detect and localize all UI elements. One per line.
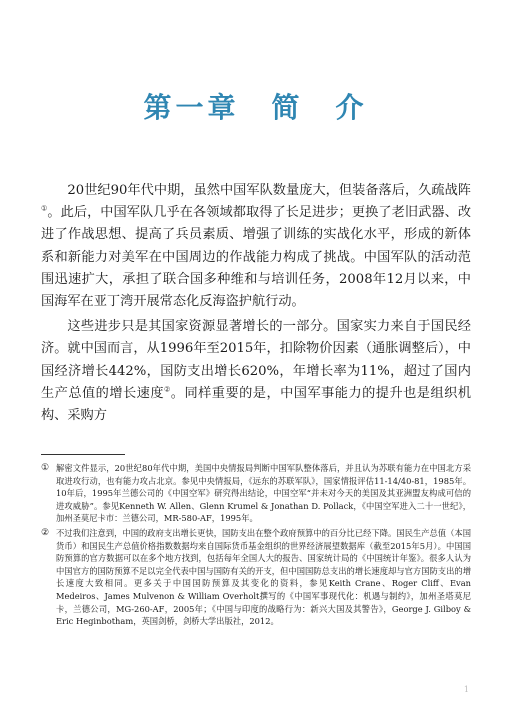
paragraph-text: 。同样重要的是，中国军事能力的提升也是组织机构、采购方	[41, 385, 472, 424]
footnote-reference[interactable]: ②	[164, 385, 171, 394]
footnote-separator	[41, 454, 125, 455]
footnote	[41, 527, 471, 628]
footnote-text: 解密文件显示，20世纪80年代中期，美国中央情报局判断中国军队整体落后，并且认为苏联有能力在中国北方采取进攻行动，也有能力攻占北京。参见中央情报局，《远东的苏联军队》，国家情报评估11-14/40-81，1985年。10年后，1995年兰德公司的《中国空军》研究得出结论，中国空军“并未对今天的美国及其亚洲盟友构成可信的进攻威胁”。参见Kenneth W. Allen、Glenn Krumel & Jonathan D. Pollack，《中国空军进入二十一世纪》，加州圣莫尼卡市：兰德公司，MR-580-AF，1995年。	[56, 463, 471, 524]
chapter-title: 第一章 简 介	[143, 91, 368, 124]
footnotes	[41, 462, 471, 630]
paragraph-text: 20世纪90年代中期，虽然中国军队数量庞大，但装备落后，久疏战阵	[67, 183, 471, 198]
footnote	[41, 462, 471, 525]
paragraph-text: 这些进步只是其国家资源显著增长的一部分。国家实力来自于国民经济。就中国而言，从1996年至2015年，扣除物价因素（通胀调整后），中国经济增长442%，国防支出增长620%，年增长率为11%，超过了国内生产总值的增长速度	[41, 319, 471, 401]
body-text	[41, 180, 471, 430]
footnote-text: 不过我们注意到，中国的政府支出增长更快，国防支出在整个政府预算中的百分比已经下降。国民生产总值（本国货币）和国民生产总值价格指数数据均来自国际货币基金组织的世界经济展望数据库（截至2015年5月）。中国国防预算的官方数据可以在多个地方找到，包括每年全国人大的报告、国家统计局的《中国统计年鉴》。很多人认为中国官方的国防预算不足以完全代表中国与国防有关的开支，但中国国防总支出的增长速度却与官方国防支出的增长速度大致相同。更多关于中国国防预算及其变化的资料，参见Keith Crane、Roger Cliff、Evan Medeiros、James Mulvenon & William Overholt撰写的《中国军事现代化：机遇与制约》，加州圣塔莫尼卡，兰德公司，MG-260-AF，2005年；《中国与印度的战略行为：新兴大国及其警告》，George J. Gilboy & Eric Heginbotham，英国剑桥，剑桥大学出版社，2012。	[56, 527, 471, 627]
paragraph-text: 。此后，中国军队几乎在各领域都取得了长足进步；更换了老旧武器、改进了作战思想、提高了兵员素质、增强了训练的实战化水平，形成的新体系和新能力对美军在中国周边的作战能力构成了挑战。中国军队的活动范围迅速扩大，承担了联合国多种维和与培训任务，2008年12月以来，中国海军在亚丁湾开展常态化反海盗护航行动。	[41, 205, 472, 310]
page-number: 1	[463, 685, 469, 694]
footnote-reference[interactable]: ①	[41, 204, 48, 213]
footnote-number: ②	[41, 527, 50, 538]
paragraph	[41, 316, 471, 427]
paragraph	[41, 180, 471, 313]
footnote-number: ①	[41, 463, 50, 473]
